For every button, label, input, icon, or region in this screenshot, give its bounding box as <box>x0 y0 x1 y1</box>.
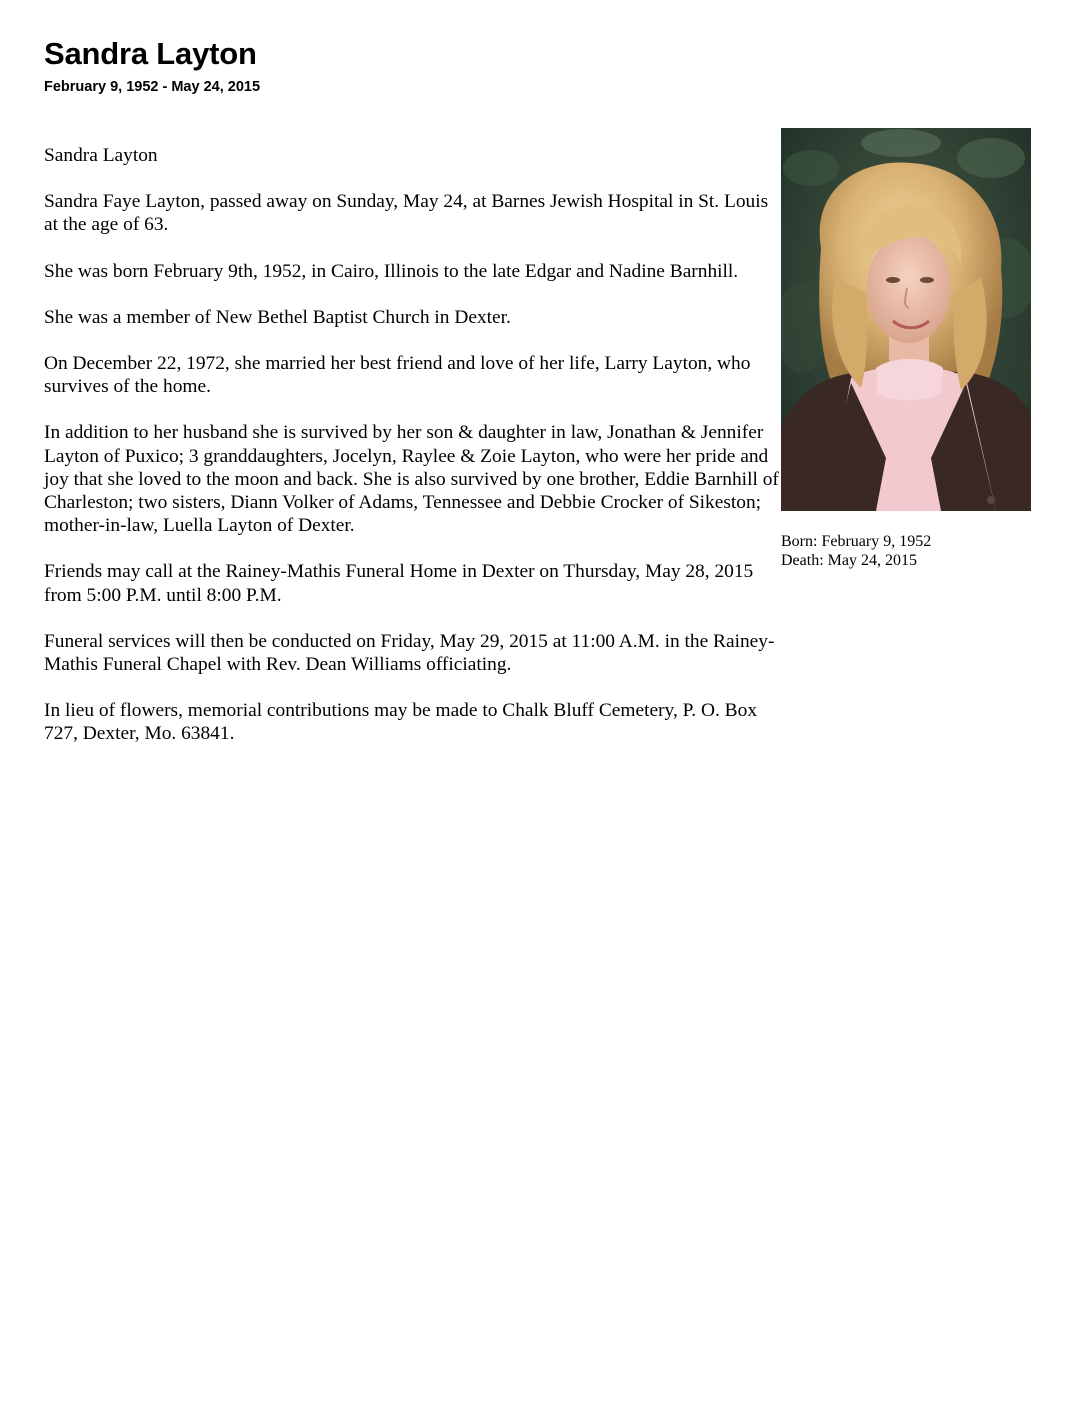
life-dates: February 9, 1952 - May 24, 2015 <box>44 79 261 95</box>
obituary-paragraph: Friends may call at the Rainey-Mathis Funeral Home in Dexter on Thursday, May 28, 2015 from 5:00 P.M. until 8:00 P.M. <box>44 561 754 606</box>
portrait-photo <box>781 128 1031 511</box>
obituary-paragraph: In addition to her husband she is survived by her son & daughter in law, Jonathan & Jennifer Layton of Puxico; 3 granddaughters, Jocelyn, Raylee & Zoie Layton, who were her pride and joy that she loved to the moon and back. She is also survived by one brother, Eddie Barnhill of Charleston; two sisters, Diann Volker of Adams, Tennessee and Debbie Crocker of Sikeston; mother-in-law, Luella Layton of Dexter. <box>44 422 779 537</box>
page-title: Sandra Layton <box>44 36 257 71</box>
portrait-photo-graphic <box>781 128 1031 511</box>
obituary-paragraph: Funeral services will then be conducted on Friday, May 29, 2015 at 11:00 A.M. in the Rainey-Mathis Funeral Chapel with Rev. Dean Williams officiating. <box>44 630 775 676</box>
born-date: Born: February 9, 1952 <box>781 533 932 550</box>
obituary-paragraph: On December 22, 1972, she married her best friend and love of her life, Larry Layton, who survives of the home. <box>44 353 751 398</box>
obituary-paragraph: Sandra Layton <box>44 145 158 166</box>
death-date: Death: May 24, 2015 <box>781 552 917 569</box>
obituary-paragraph: She was a member of New Bethel Baptist Church in Dexter. <box>44 306 511 328</box>
obituary-header <box>44 36 744 96</box>
photo-caption <box>781 532 1041 570</box>
obituary-paragraph: In lieu of flowers, memorial contributions may be made to Chalk Bluff Cemetery, P. O. Box 727, Dexter, Mo. 63841. <box>44 700 758 745</box>
obituary-body <box>44 144 779 769</box>
obituary-paragraph: Sandra Faye Layton, passed away on Sunday, May 24, at Barnes Jewish Hospital in St. Louis at the age of 63. <box>44 191 769 236</box>
obituary-paragraph: She was born February 9th, 1952, in Cairo, Illinois to the late Edgar and Nadine Barnhill. <box>44 260 739 282</box>
